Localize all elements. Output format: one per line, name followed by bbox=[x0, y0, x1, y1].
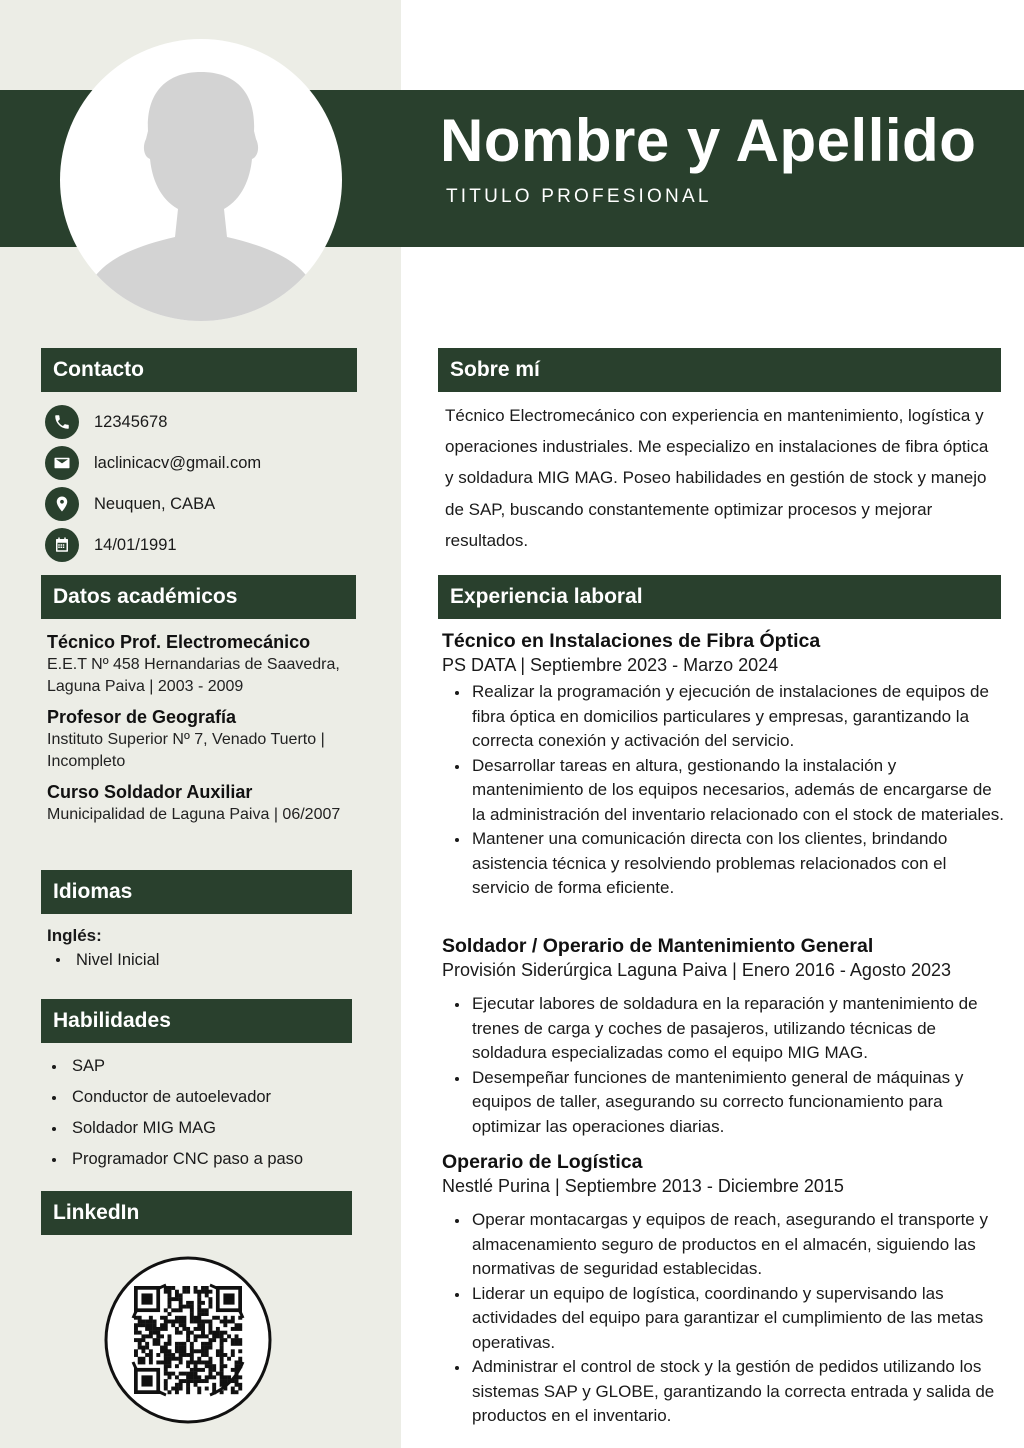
academic-item bbox=[47, 705, 367, 773]
job-entry bbox=[442, 934, 1007, 1139]
academic-item-detail: Instituto Superior Nº 7, Venado Tuerto | Incompleto bbox=[47, 731, 325, 770]
job-bullet: Ejecutar labores de soldadura en la reparación y mantenimiento de trenes de carga y coches de pasajeros, utilizando técnicas de soldadura especializadas como el equipo MIG MAG. bbox=[442, 992, 1007, 1066]
contact-heading: Contacto bbox=[41, 348, 357, 392]
job-title: Soldador / Operario de Mantenimiento General bbox=[442, 935, 874, 957]
job-bullets bbox=[442, 1208, 1007, 1429]
skills-list bbox=[48, 1051, 303, 1175]
academic-heading: Datos académicos bbox=[41, 575, 356, 619]
email-address[interactable]: laclinicacv@gmail.com bbox=[94, 453, 262, 472]
job-company-dates: PS DATA | Septiembre 2023 - Marzo 2024 bbox=[442, 655, 779, 675]
academic-item-title: Técnico Prof. Electromecánico bbox=[47, 632, 311, 652]
languages-heading: Idiomas bbox=[41, 870, 352, 914]
academic-item bbox=[47, 630, 367, 698]
linkedin-heading: LinkedIn bbox=[41, 1191, 352, 1235]
academic-item-title: Profesor de Geografía bbox=[47, 707, 237, 727]
language-label: Inglés: bbox=[47, 926, 102, 945]
academic-item-detail: Municipalidad de Laguna Paiva | 06/2007 bbox=[47, 806, 341, 823]
linkedin-qr-code[interactable] bbox=[104, 1256, 272, 1424]
full-name: Nombre y Apellido bbox=[440, 107, 977, 174]
skill-item: SAP bbox=[48, 1051, 303, 1082]
email-icon bbox=[45, 446, 79, 480]
about-text: Técnico Electromecánico con experiencia en mantenimiento, logística y operaciones industriales. Me especializo en instalaciones de fibra óptica y soldadura MIG MAG. Poseo habilidades en gestión de stock y manejo de SAP, buscando constantemente optimizar procesos y mejorar resultados. bbox=[445, 406, 989, 550]
job-bullets bbox=[442, 992, 1007, 1139]
experience-heading: Experiencia laboral bbox=[438, 575, 1001, 619]
job-bullet: Desarrollar tareas en altura, gestionando la instalación y mantenimiento de los equipos necesarios, además de encargarse de la administración del inventario relacionado con el stock de materiales. bbox=[442, 754, 1007, 828]
language-level: Nivel Inicial bbox=[52, 949, 159, 971]
job-bullets bbox=[442, 680, 1007, 901]
phone-number: 12345678 bbox=[94, 412, 168, 431]
avatar-silhouette-icon bbox=[60, 39, 342, 321]
contact-location bbox=[45, 487, 215, 521]
professional-title: TITULO PROFESIONAL bbox=[446, 186, 712, 207]
job-bullet: Desempeñar funciones de mantenimiento general de máquinas y equipos de taller, asegurando su correcto funcionamiento para optimizar las operaciones diarias. bbox=[442, 1066, 1007, 1140]
job-title: Operario de Logística bbox=[442, 1151, 643, 1173]
contact-birthdate bbox=[45, 528, 177, 562]
job-title: Técnico en Instalaciones de Fibra Óptica bbox=[442, 630, 821, 652]
profile-photo-placeholder bbox=[60, 39, 342, 321]
job-bullet: Operar montacargas y equipos de reach, asegurando el transporte y almacenamiento seguro de productos en el almacén, siguiendo las normativas de seguridad establecidas. bbox=[442, 1208, 1007, 1282]
skill-item: Programador CNC paso a paso bbox=[48, 1144, 303, 1175]
job-bullet: Mantener una comunicación directa con los clientes, brindando asistencia técnica y resolviendo problemas relacionados con el servicio de forma eficiente. bbox=[442, 827, 1007, 901]
calendar-icon bbox=[45, 528, 79, 562]
job-entry bbox=[442, 629, 1007, 901]
academic-item-title: Curso Soldador Auxiliar bbox=[47, 782, 253, 802]
job-entry bbox=[442, 1150, 1007, 1429]
phone-icon bbox=[45, 405, 79, 439]
job-company-dates: Nestlé Purina | Septiembre 2013 - Diciembre 2015 bbox=[442, 1176, 844, 1196]
contact-phone bbox=[45, 405, 167, 439]
academic-item-detail: E.E.T Nº 458 Hernandarias de Saavedra, Laguna Paiva | 2003 - 2009 bbox=[47, 656, 340, 695]
birthdate-text: 14/01/1991 bbox=[94, 535, 177, 554]
job-company-dates: Provisión Siderúrgica Laguna Paiva | Enero 2016 - Agosto 2023 bbox=[442, 960, 952, 980]
about-heading: Sobre mí bbox=[438, 348, 1001, 392]
location-text: Neuquen, CABA bbox=[94, 494, 216, 513]
academic-item bbox=[47, 780, 367, 826]
contact-email bbox=[45, 446, 261, 480]
skill-item: Soldador MIG MAG bbox=[48, 1113, 303, 1144]
language-list bbox=[52, 949, 159, 971]
job-bullet: Liderar un equipo de logística, coordinando y supervisando las actividades del equipo para garantizar el cumplimiento de las metas operativas. bbox=[442, 1282, 1007, 1356]
job-bullet: Realizar la programación y ejecución de instalaciones de equipos de fibra óptica en domicilios particulares y empresas, garantizando la correcta conexión y activación del servicio. bbox=[442, 680, 1007, 754]
job-bullet: Administrar el control de stock y la gestión de pedidos utilizando los sistemas SAP y GLOBE, garantizando la correcta entrada y salida de productos en el inventario. bbox=[442, 1355, 1007, 1429]
skill-item: Conductor de autoelevador bbox=[48, 1082, 303, 1113]
skills-heading: Habilidades bbox=[41, 999, 352, 1043]
location-icon bbox=[45, 487, 79, 521]
qr-code-icon bbox=[104, 1256, 272, 1424]
